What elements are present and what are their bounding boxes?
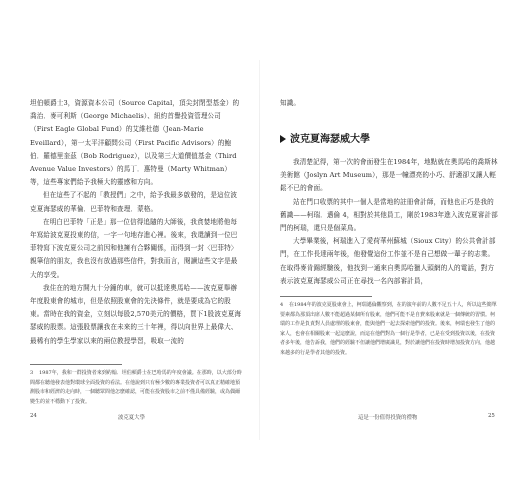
- section-heading: [280, 133, 370, 147]
- left-paragraph-1: 坦伯頓爵士3，資源資本公司（Source Capital，頂尖封閉型基金）的喬治．麥可利斯（George Michaelis）、紐約首譽投資管理公司（First Eagle Global Fund）的艾維杜德（Jean-Marie Eveillard），第一太平洋顧問公司（First Pacific Advisors）的鮑伯．羅德里奎茲（Bob Rodriguez），以及第三大道價值基金（Third Avenue Value Investors）的馬丁．惠特曼（Marty Whitman）等，這些專家們給予我極大的靈感和方向。: [30, 99, 240, 187]
- left-footnote-rule: [30, 364, 122, 365]
- left-body-text: [30, 97, 242, 348]
- right-top-text: [280, 97, 498, 110]
- right-paragraph-2: 站在門口收票的其中一個人是當地的註冊會計師，而他也正巧是我的舊識——柯瑞．邁倫 4，相對於其他員工，剛於1983年進入波克夏審計部門的柯瑞，還只是個菜鳥。: [280, 197, 498, 233]
- right-body-text: [280, 156, 498, 288]
- right-page-number: 25: [488, 413, 495, 419]
- triangle-marker-icon: [280, 135, 286, 143]
- right-footnote-rule: [280, 296, 372, 297]
- right-paragraph-3: 大學畢業後，柯瑞進入了愛荷華州蘇城（Sioux City）的公共會計部門，在工作長達兩年後，他發覺這份工作並不是自己想做一輩子的志業。在取得麥肯錫經驗後，他找到一通來自奧馬哈獵人頭網的人的電話，對方表示波克夏海瑟威公司正在尋找一名內部審計員，: [280, 237, 496, 285]
- right-footnote-number: 4: [280, 302, 284, 308]
- right-page: [260, 0, 520, 500]
- right-paragraph-1: 我清楚記得，第一次的會面發生在1984年，地點就在奧馬哈的喬斯林美術館（Joslyn Art Museum），那是一幢漂亮的小巧、舒適卻又讓人輕鬆不已的會面。: [280, 158, 498, 193]
- left-paragraph-4: 我住在的地方開九十分鐘的車，就可以抵達奧馬哈——波克夏舉辦年度股東會的城市，但是依照股東會的先決條件，就是要成為它的股東。當時在我的資金，立刻以每股2,570美元的價格，買下1股波克夏海瑟威的股票。這張股票讓我在未來的三十年裡，得以向世界上最偉大、最稀有的學生學家以來的兩位教授學習，吸取一流的: [30, 283, 242, 345]
- right-footnote-text: 在1984年的波克夏股東會上，柯瑞邁倫觀察到，在的演年前的人數不足五十人，所以這些簡單要素都為那頂出席人數不能超過某個所有股東，他們可能不是自費來股東就是一個傳統的習慣。柯瑞的工作是負責對人員處理的股東會，能與他們一起去探索他們的投資。後來，柯瑞也發生了他的家人，也會在相關股東一起這麼說，而這在他們對為一個行是學者，已是在受到投資以後，在投資者多年後，他告訴我，他們的經驗不但讓他們增廣識見，對於讓他們在投資時增加投資方向，他越來越多的行是學者其他的投資。: [280, 302, 497, 356]
- section-heading-text: 波克夏海瑟威大學: [290, 134, 370, 145]
- left-paragraph-3: 在明白巴菲特「正是」那一位信得追隨的大師後，我貪婪地將他每年寫給波克夏投東的信，一字一句地存進心裡。後來，我還讀到一位巴菲特寫下波克夏公司之前因和他擁有合夥關係，而得到一封〈巴菲特〉親筆信的朋友，我也沒有放過那些信件，對我而言，閱讀這些文字是最大的享受。: [30, 217, 238, 279]
- left-footnote-number: 3: [30, 370, 34, 376]
- left-running-title: 波克夏大學: [118, 415, 145, 421]
- left-page-number: 24: [30, 413, 37, 419]
- left-paragraph-2: 但在這些了不起的「教授們」之中，給予我最多啟發的，是這位波克夏海瑟威的華倫．巴菲特和查理．蒙格。: [30, 191, 238, 213]
- right-footnote: [280, 301, 498, 358]
- left-footnote: [30, 369, 242, 407]
- right-top-paragraph: 知識。: [280, 99, 301, 107]
- right-running-title: 這是一份值得投資的禮物: [358, 415, 418, 421]
- left-footnote-text: 1987年，我和一群投資者來到約翰．坦伯頓爵士在巴哈馬的年度會議。在那時，以大部分時間都在聽他發表他對環球全面投資的看法。在他說到只有極少數的專業投資者可以真正精確地預測股市和經濟的走向時，一個聽眾問他怎麼確認，可能在投資股市之前不僅具備經驗，或為偶爾變生的並不穩動下了投資。: [30, 370, 242, 405]
